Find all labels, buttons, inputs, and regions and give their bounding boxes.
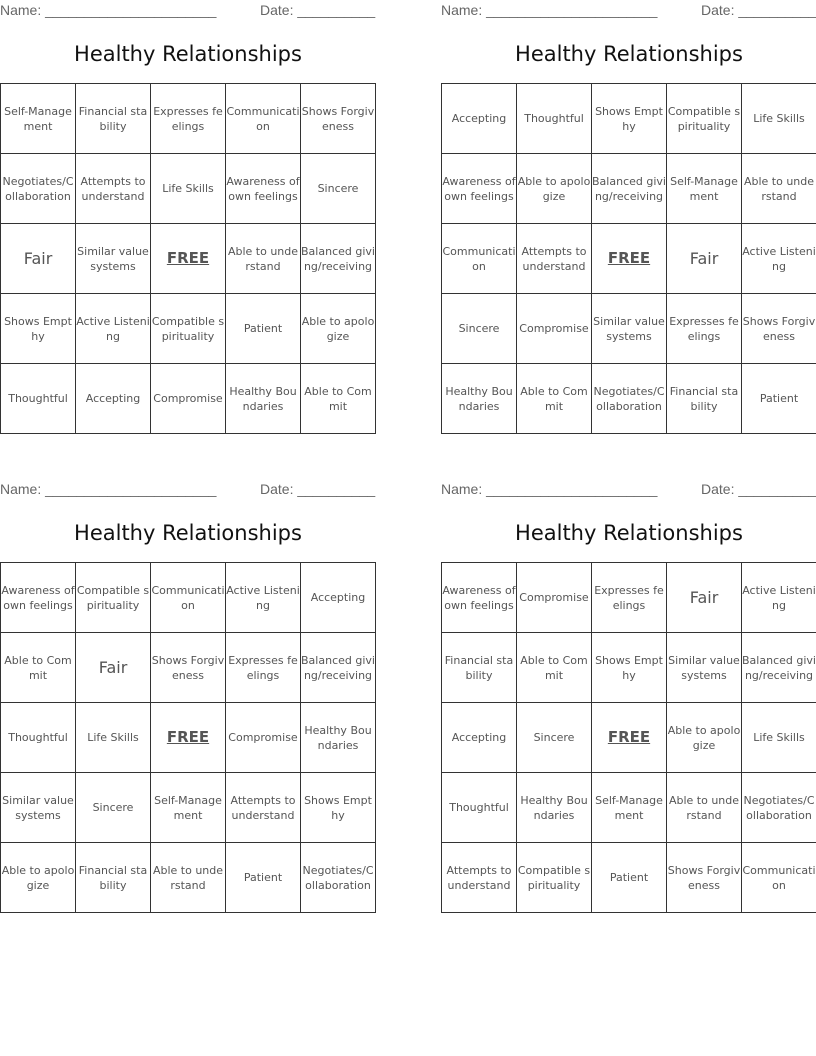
name-field: Name: ______________________ (0, 481, 217, 497)
grid-row (442, 703, 816, 773)
bingo-cell: Communication (151, 563, 226, 633)
bingo-cell: Similar value systems (76, 224, 151, 294)
bingo-cell: Self-Management (592, 773, 667, 843)
bingo-cell: Sincere (76, 773, 151, 843)
bingo-cell: Able to understand (151, 843, 226, 913)
bingo-cell: Patient (226, 294, 301, 364)
bingo-cell: Communication (442, 224, 517, 294)
bingo-cell: Accepting (76, 364, 151, 434)
bingo-cell: Communication (742, 843, 816, 913)
bingo-grid (441, 83, 816, 434)
free-space-cell: FREE (151, 703, 226, 773)
bingo-cell: Balanced giving/receiving (301, 224, 376, 294)
grid-row (442, 154, 816, 224)
bingo-cell: Negotiates/Collaboration (1, 154, 76, 224)
bingo-card-4 (441, 479, 816, 919)
bingo-grid (0, 83, 376, 434)
bingo-cell: Awareness of own feelings (442, 154, 517, 224)
grid-row (1, 84, 376, 154)
bingo-cell: Able to Commit (1, 633, 76, 703)
bingo-cell: Healthy Boundaries (442, 364, 517, 434)
bingo-cell: Life Skills (76, 703, 151, 773)
bingo-cell: Shows Empthy (301, 773, 376, 843)
bingo-card-3 (0, 479, 376, 919)
bingo-cell: Expresses feelings (151, 84, 226, 154)
date-field: Date: __________ (260, 481, 376, 497)
grid-row (1, 843, 376, 913)
bingo-cell: Compatible spirituality (517, 843, 592, 913)
bingo-cell: Fair (76, 633, 151, 703)
bingo-cell: Shows Forgiveness (151, 633, 226, 703)
bingo-cell: Expresses feelings (592, 563, 667, 633)
bingo-cell: Awareness of own feelings (1, 563, 76, 633)
bingo-grid (441, 562, 816, 913)
bingo-cell: Compatible spirituality (667, 84, 742, 154)
name-field: Name: ______________________ (0, 2, 217, 18)
bingo-cell: Accepting (301, 563, 376, 633)
bingo-cell: Self-Management (667, 154, 742, 224)
bingo-cell: Compatible spirituality (151, 294, 226, 364)
bingo-cell: Active Listening (226, 563, 301, 633)
bingo-cell: Negotiates/Collaboration (592, 364, 667, 434)
bingo-cell: Attempts to understand (226, 773, 301, 843)
bingo-cell: Patient (742, 364, 816, 434)
bingo-cell: Thoughtful (517, 84, 592, 154)
grid-row (1, 633, 376, 703)
bingo-cell: Sincere (517, 703, 592, 773)
bingo-cell: Similar value systems (592, 294, 667, 364)
bingo-cell: Compromise (226, 703, 301, 773)
grid-row (442, 364, 816, 434)
bingo-cell: Life Skills (151, 154, 226, 224)
bingo-cell: Able to understand (742, 154, 816, 224)
bingo-cell: Financial stability (667, 364, 742, 434)
bingo-cell: Patient (226, 843, 301, 913)
bingo-cell: Active Listening (76, 294, 151, 364)
bingo-cell: Negotiates/Collaboration (742, 773, 816, 843)
grid-row (1, 703, 376, 773)
bingo-cell: Fair (667, 563, 742, 633)
bingo-cell: Thoughtful (442, 773, 517, 843)
bingo-cell: Active Listening (742, 563, 816, 633)
date-field: Date: __________ (701, 2, 816, 18)
grid-row (442, 633, 816, 703)
card-title: Healthy Relationships (74, 521, 302, 545)
free-space-cell: FREE (592, 224, 667, 294)
bingo-cell: Life Skills (742, 703, 816, 773)
bingo-cell: Compromise (517, 294, 592, 364)
bingo-cell: Expresses feelings (667, 294, 742, 364)
bingo-cell: Thoughtful (1, 364, 76, 434)
bingo-card-2 (441, 0, 816, 440)
bingo-cell: Attempts to understand (442, 843, 517, 913)
bingo-cell: Compromise (151, 364, 226, 434)
grid-row (442, 563, 816, 633)
date-field: Date: __________ (701, 481, 816, 497)
card-title: Healthy Relationships (515, 521, 743, 545)
bingo-cell: Compromise (517, 563, 592, 633)
bingo-cell: Financial stability (76, 843, 151, 913)
bingo-cell: Fair (1, 224, 76, 294)
bingo-cell: Active Listening (742, 224, 816, 294)
grid-row (1, 294, 376, 364)
bingo-cell: Thoughtful (1, 703, 76, 773)
bingo-cell: Shows Forgiveness (742, 294, 816, 364)
bingo-grid (0, 562, 376, 913)
bingo-cell: Self-Management (1, 84, 76, 154)
bingo-cell: Awareness of own feelings (226, 154, 301, 224)
bingo-cell: Able to Commit (301, 364, 376, 434)
bingo-cell: Similar value systems (1, 773, 76, 843)
bingo-cell: Expresses feelings (226, 633, 301, 703)
bingo-cell: Fair (667, 224, 742, 294)
bingo-cell: Balanced giving/receiving (592, 154, 667, 224)
bingo-cell: Sincere (301, 154, 376, 224)
bingo-cell: Shows Empthy (592, 633, 667, 703)
bingo-cell: Able to apologize (517, 154, 592, 224)
bingo-cell: Able to Commit (517, 633, 592, 703)
bingo-cell: Similar value systems (667, 633, 742, 703)
date-field: Date: __________ (260, 2, 376, 18)
bingo-cell: Attempts to understand (517, 224, 592, 294)
bingo-cell: Attempts to understand (76, 154, 151, 224)
bingo-cell: Compatible spirituality (76, 563, 151, 633)
bingo-cell: Financial stability (442, 633, 517, 703)
free-space-cell: FREE (592, 703, 667, 773)
card-title: Healthy Relationships (74, 42, 302, 66)
bingo-cell: Healthy Boundaries (517, 773, 592, 843)
free-space-cell: FREE (151, 224, 226, 294)
bingo-cell: Balanced giving/receiving (742, 633, 816, 703)
grid-row (1, 563, 376, 633)
bingo-cell: Shows Forgiveness (301, 84, 376, 154)
grid-row (442, 294, 816, 364)
bingo-cell: Communication (226, 84, 301, 154)
bingo-cell: Shows Empthy (592, 84, 667, 154)
bingo-cell: Accepting (442, 703, 517, 773)
bingo-card-1 (0, 0, 376, 440)
bingo-cell: Accepting (442, 84, 517, 154)
bingo-cell: Sincere (442, 294, 517, 364)
bingo-cell: Able to apologize (301, 294, 376, 364)
grid-row (1, 154, 376, 224)
grid-row (1, 773, 376, 843)
grid-row (1, 364, 376, 434)
bingo-cell: Life Skills (742, 84, 816, 154)
bingo-cell: Healthy Boundaries (226, 364, 301, 434)
grid-row (442, 224, 816, 294)
card-title: Healthy Relationships (515, 42, 743, 66)
bingo-cell: Able to apologize (1, 843, 76, 913)
bingo-cell: Able to understand (226, 224, 301, 294)
bingo-cell: Patient (592, 843, 667, 913)
bingo-cell: Healthy Boundaries (301, 703, 376, 773)
bingo-cell: Able to apologize (667, 703, 742, 773)
bingo-cell: Self-Management (151, 773, 226, 843)
grid-row (1, 224, 376, 294)
bingo-cell: Balanced giving/receiving (301, 633, 376, 703)
bingo-cell: Negotiates/Collaboration (301, 843, 376, 913)
bingo-cell: Awareness of own feelings (442, 563, 517, 633)
bingo-cell: Able to Commit (517, 364, 592, 434)
grid-row (442, 84, 816, 154)
bingo-cell: Shows Forgiveness (667, 843, 742, 913)
name-field: Name: ______________________ (441, 481, 658, 497)
grid-row (442, 843, 816, 913)
grid-row (442, 773, 816, 843)
bingo-cell: Able to understand (667, 773, 742, 843)
bingo-cell: Shows Empthy (1, 294, 76, 364)
bingo-cell: Financial stability (76, 84, 151, 154)
name-field: Name: ______________________ (441, 2, 658, 18)
